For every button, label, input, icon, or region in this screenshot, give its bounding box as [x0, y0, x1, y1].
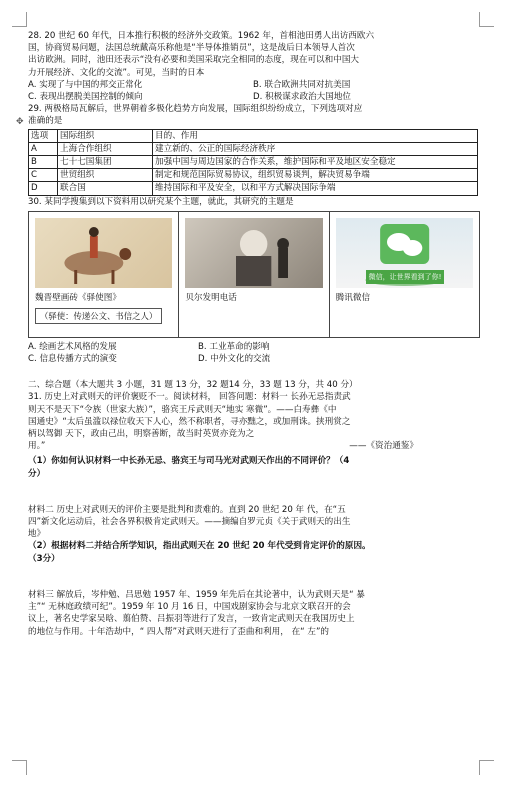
table-cell: 上海合作组织 [58, 142, 153, 155]
table-cell: 加强中国与周边国家的合作关系，维护国际和平及地区安全稳定 [153, 156, 478, 169]
q28-options [28, 79, 478, 103]
q31-line: 则天不是天下“令族（世家大族）”，骆宾王斥武则天“地实 寒微”。——白寿彝《中 [28, 404, 337, 415]
crop-mark-top-left [12, 12, 27, 27]
table-cell: 世贸组织 [58, 169, 153, 182]
question-30 [28, 196, 478, 366]
table-header: 选项 [29, 129, 58, 142]
q31-source: ——《资治通鉴》 [349, 441, 418, 452]
exam-content [16, 30, 478, 638]
table-header: 国际组织 [58, 129, 153, 142]
table-cell: 维持国际和平及安全，以和平方式解决国际争端 [153, 182, 478, 195]
mural-brick-image [35, 218, 172, 288]
q30-options [28, 341, 478, 365]
q28-line: 力开展经济、文化的交流”。可见，当时的日本 [28, 67, 205, 78]
material3-line: 的地位与作用。十年浩劫中，“ 四人帮”对武则天进行了歪曲和利用， 在“ 左”的 [28, 626, 330, 637]
crop-mark-bottom-right [479, 760, 494, 775]
q30-option-c[interactable]: C. 信息传播方式的演变 [28, 354, 117, 365]
q28-line: 出访欧洲。同时，池田还表示“没有必要和美国采取完全相同的态度，现在可以和中国大 [28, 55, 360, 66]
q31-line [28, 440, 478, 452]
q31-sub1: （1）你如何认识材料一中长孙无忌、骆宾王与司马光对武则天作出的不同评价？（4 [28, 456, 350, 467]
wechat-slogan: 微信，让世界看到了你! [366, 270, 445, 284]
q30-option-d[interactable]: D. 中外文化的交流 [198, 354, 271, 365]
q31-sub2: （2）根据材料二并结合所学知识，指出武则天在 20 世纪 20 年代受到肯定评价的原因。 [28, 541, 371, 552]
question-28 [28, 30, 478, 103]
table-cell: 联合国 [58, 182, 153, 195]
image-caption: 魏晋壁画砖《驿使图》 [35, 292, 121, 303]
crop-mark-top-right [479, 12, 494, 27]
q28-option-d[interactable]: D. 积极谋求政治大国地位 [253, 92, 352, 103]
section-2 [28, 379, 478, 637]
image-caption: 贝尔发明电话 [185, 292, 237, 303]
table-cell: 七十七国集团 [58, 156, 153, 169]
q30-option-b[interactable]: B. 工业革命的影响 [198, 341, 270, 352]
q30-line: 30. 某同学搜集到以下资料用以研究某个主题，就此，其研究的主题是 [28, 196, 294, 207]
q30-image-row [28, 211, 480, 338]
q29-line: 准确的是 [28, 116, 63, 127]
q28-option-a[interactable]: A. 实现了与中国的邦交正常化 [28, 79, 143, 90]
bell-telephone-photo [185, 218, 322, 288]
q30-image-cell [179, 212, 329, 337]
q30-image-cell [330, 212, 479, 337]
table-cell: C [29, 169, 58, 182]
q31-line-end: 用。” [28, 441, 46, 452]
table-header: 目的、作用 [153, 129, 478, 142]
section-heading: 二、综合题（本大题共 3 小题，31 题 13 分，32 题14 分，33 题 13 分，共 40 分） [28, 380, 358, 391]
q31-line: 国通史》“太后虽滥以禄位收天下人心，然不称职者，寻亦黜之，或加刑诛。挟刑赏之 [28, 416, 351, 427]
q28-option-b[interactable]: B. 联合欧洲共同对抗美国 [253, 79, 351, 90]
q28-option-c[interactable]: C. 表现出摆脱美国控制的倾向 [28, 92, 143, 103]
table-header-row [29, 129, 478, 142]
q29-table [28, 129, 478, 196]
image-caption: 腾讯微信 [335, 292, 371, 303]
material2-line: 四”新文化运动后，社会各界积极肯定武则天。——摘编自罗元贞《关于武则天的出生 [28, 517, 351, 528]
move-handle-icon[interactable]: ✥ [16, 117, 24, 128]
material3-line: 议上，著名史学家吴晗、翦伯赞、吕振羽等进行了发言，一致肯定武则天在我国历史上 [28, 614, 355, 625]
material3-line: 材料三 解放后，岑仲勉、吕思勉 1957 年、1959 年先后在其论著中，认为武则天是“ 暴 [28, 589, 365, 600]
q28-line: 28. 20 世纪 60 年代，日本推行积极的经济外交政策。1962 年，首相池田勇人出访西欧六 [28, 31, 375, 41]
table-cell: A [29, 142, 58, 155]
q31-line: 柄以驾御 天下，政由己出，明察善断，故当时英贤亦竞为之 [28, 429, 255, 440]
crop-mark-bottom-left [12, 760, 27, 775]
q30-image-cell [29, 212, 179, 337]
material3-line: 主”“ 无林庭政绩可纪”。1959 年 10 月 16 日，中国戏剧家协会与北京文联召开的会 [28, 602, 351, 613]
table-row [29, 182, 478, 195]
table-cell: 建立新的、公正的国际经济秩序 [153, 142, 478, 155]
table-row [29, 156, 478, 169]
wechat-ad-image [336, 218, 473, 288]
image-note: （驿使：传递公文、书信之人） [35, 308, 162, 324]
table-cell: B [29, 156, 58, 169]
table-row [29, 142, 478, 155]
q31-line: 31. 历史上对武则天的评价褒贬不一。阅读材料， 回答问题：材料一 长孙无忌指责武 [28, 392, 351, 403]
material2-line: 地》 [28, 529, 46, 540]
question-29 [16, 103, 478, 195]
q31-sub1-cont: 分） [28, 468, 46, 479]
table-cell: 制定和规范国际贸易协议，组织贸易谈判，解决贸易争端 [153, 169, 478, 182]
q28-line: 国，协商贸易问题，法国总统戴高乐称他是“半导体推销员”，这是战后日本领导人首次 [28, 43, 355, 54]
q29-line: 29. 两极格局瓦解后，世界朝着多极化趋势方向发展，国际组织纷纷成立，下列选项对应 [28, 104, 363, 115]
q31-sub2-score: （3分） [28, 553, 60, 564]
q30-option-a[interactable]: A. 绘画艺术风格的发展 [28, 341, 117, 352]
table-row [29, 169, 478, 182]
table-cell: D [29, 182, 58, 195]
material2-line: 材料二 历史上对武则天的评价主要是批判和责难的。直到 20 世纪 20 年 代，在“五 [28, 504, 346, 515]
